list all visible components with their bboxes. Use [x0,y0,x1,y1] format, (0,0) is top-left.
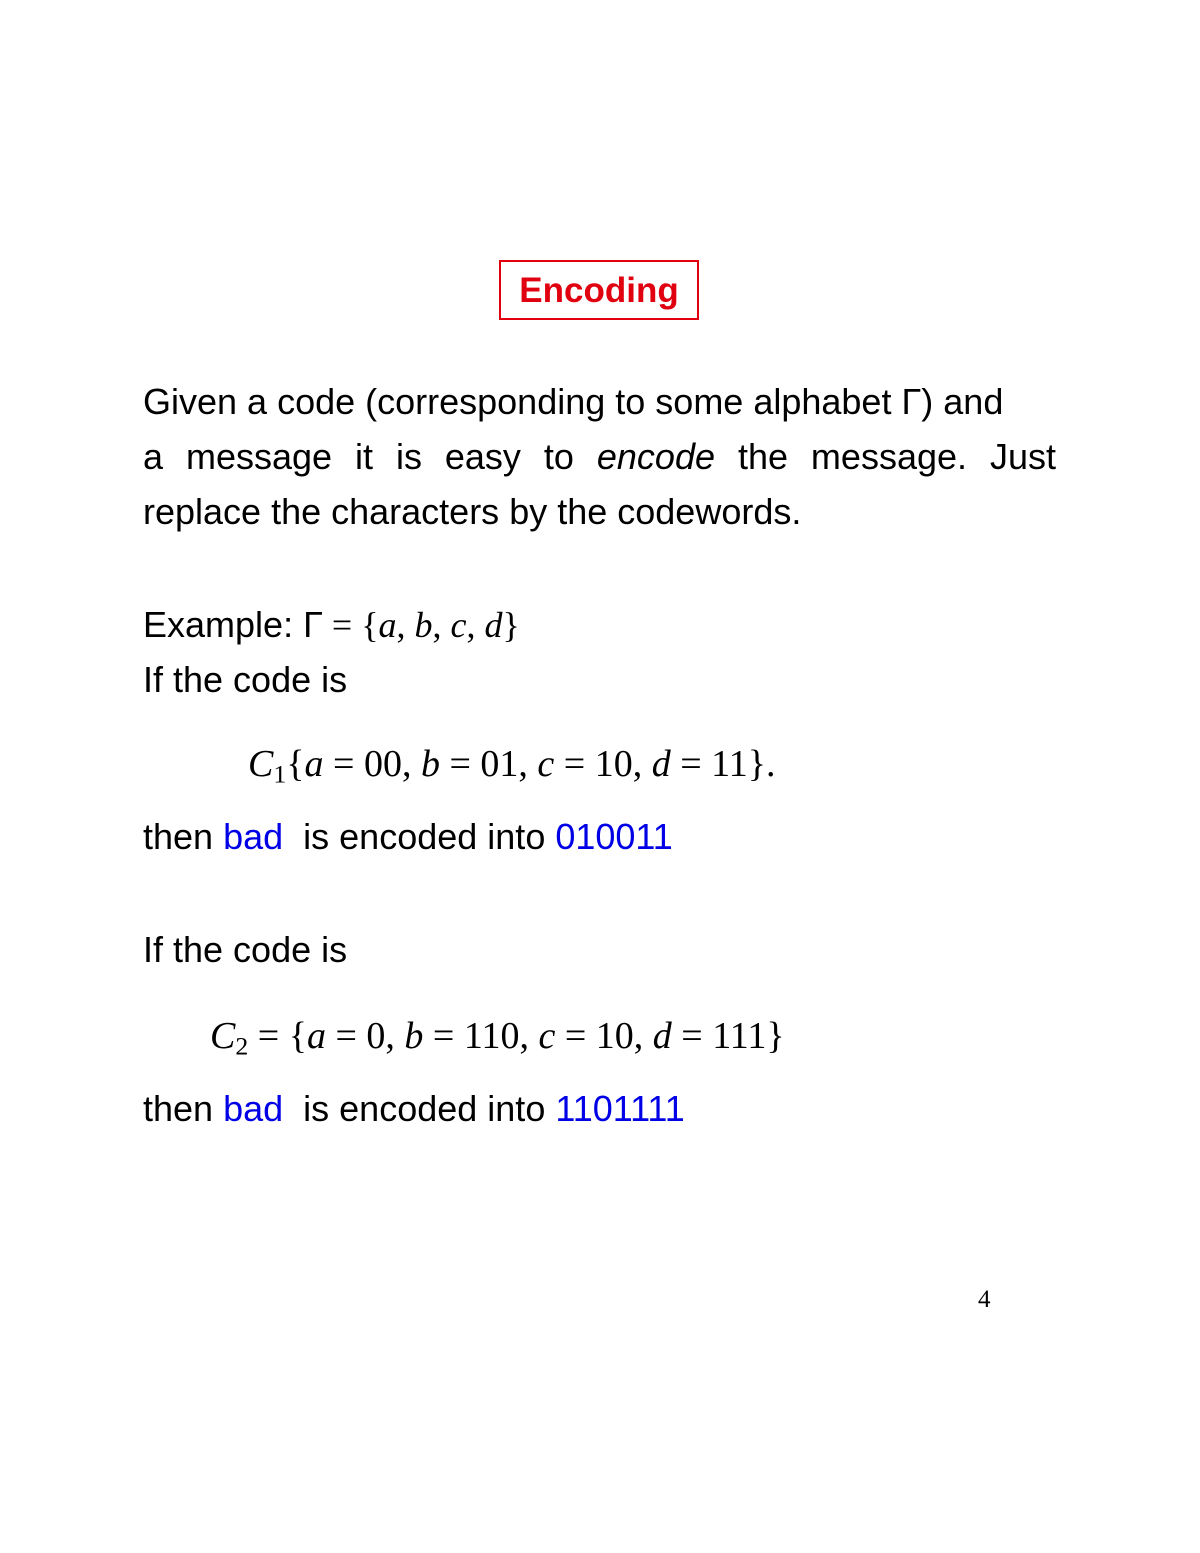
gamma-symbol: Γ [303,604,323,645]
paragraph-line-2 [143,436,1056,477]
slide-title: Encoding [519,270,679,310]
code2-intro: If the code is [143,929,348,970]
code2-mid: is encoded into [283,1088,556,1129]
code1-result [143,816,673,857]
code1-encoded: 010011 [555,816,673,857]
code2-formula-c: C [210,1015,236,1057]
page-number: 4 [978,1286,991,1313]
code1-then: then [143,816,224,857]
example-line [143,604,520,645]
code2-word: bad [223,1088,284,1129]
code1-mid: is encoded into [283,816,556,857]
para-line2-post: the message. Just [737,436,1056,477]
code2-formula-body: = {a = 0, b = 110, c = 10, d = 111} [257,1015,785,1057]
example-set: = {a, b, c, d} [331,605,520,645]
code2-result [143,1088,685,1129]
code1-formula [248,745,776,787]
code2-encoded: 1101111 [555,1088,685,1129]
code1-formula-c: C [248,743,274,785]
emphasis-encode: encode [596,436,715,477]
code1-formula-subscript: 1 [273,759,287,789]
para-line2-pre: a message it is easy to [143,436,574,477]
paragraph-line-1: Given a code (corresponding to some alphabet Γ) and [143,381,1004,422]
code1-word: bad [223,816,284,857]
title-box [499,260,699,320]
code1-intro: If the code is [143,659,348,700]
code2-formula [210,1017,785,1059]
code1-formula-body: {a = 00, b = 01, c = 10, d = 11}. [286,743,776,785]
paragraph-line-3: replace the characters by the codewords. [143,491,802,532]
code2-formula-subscript: 2 [235,1031,249,1061]
code2-then: then [143,1088,224,1129]
example-label: Example: [143,604,304,645]
